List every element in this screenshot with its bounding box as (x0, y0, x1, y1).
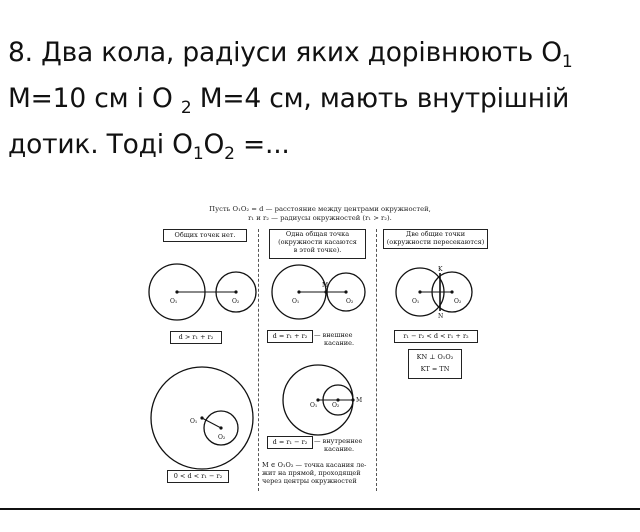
formula-external: d = r₁ + r₂ (267, 330, 313, 343)
question-line-1: 8. Два кола, радіуси яких дорівнюють $O_1$ (8, 37, 573, 72)
label-o2-intersect: O₂ (454, 298, 462, 305)
question-text (8, 30, 633, 168)
label-o1-inside: O₁ (190, 418, 198, 425)
formula-internal: d = r₁ − r₂ (267, 436, 313, 449)
label-internal: — внутреннее касание. (314, 437, 363, 453)
label-n: N (438, 313, 444, 320)
figure-caption: Пусть O₁O₂ = d — расстояние между центрами окружностей, r₁ и r₂ — радиусы окружностей (r₁ > r₂). (209, 205, 431, 222)
label-m-internal: M (356, 397, 363, 404)
label-o2-internal: O₂ (332, 402, 340, 409)
tangent-point-note: M ∈ O₁O₂ — точка касания ле- жит на прямой, проходящей через центры окружностей (262, 461, 367, 485)
label-external: — внешнее касание. (314, 331, 355, 347)
label-k: K (438, 266, 443, 273)
kn-kt-box: KN ⊥ O₁O₂ KT = TN (408, 349, 462, 379)
label-o2-external: O₂ (346, 298, 354, 305)
col1-header: Общих точек нет. (163, 229, 247, 242)
formula-intersect: r₁ − r₂ < d < r₁ + r₂ (394, 330, 478, 343)
formula-inside: 0 < d < r₁ − r₂ (167, 470, 229, 483)
bottom-divider (0, 508, 640, 510)
label-o1-internal: O₁ (310, 402, 318, 409)
label-o2-separate: O₂ (232, 298, 240, 305)
formula-no-common: d > r₁ + r₂ (170, 331, 222, 344)
col3-header: Две общие точки (окружности пересекаются) (383, 229, 488, 249)
label-o2-inside: O₂ (218, 434, 226, 441)
label-o1-external: O₁ (292, 298, 300, 305)
label-o1-intersect: O₁ (412, 298, 420, 305)
col2-header: Одна общая точка (окружности касаются в этой точке). (269, 229, 366, 259)
label-m-external: M (322, 282, 329, 289)
question-line-3: дотик. Тоді $O_1O_2$ =... (8, 129, 290, 164)
question-line-2: M=10 см і O $_2$ M=4 см, мають внутрішній (8, 83, 570, 118)
label-o1-separate: O₁ (170, 298, 178, 305)
